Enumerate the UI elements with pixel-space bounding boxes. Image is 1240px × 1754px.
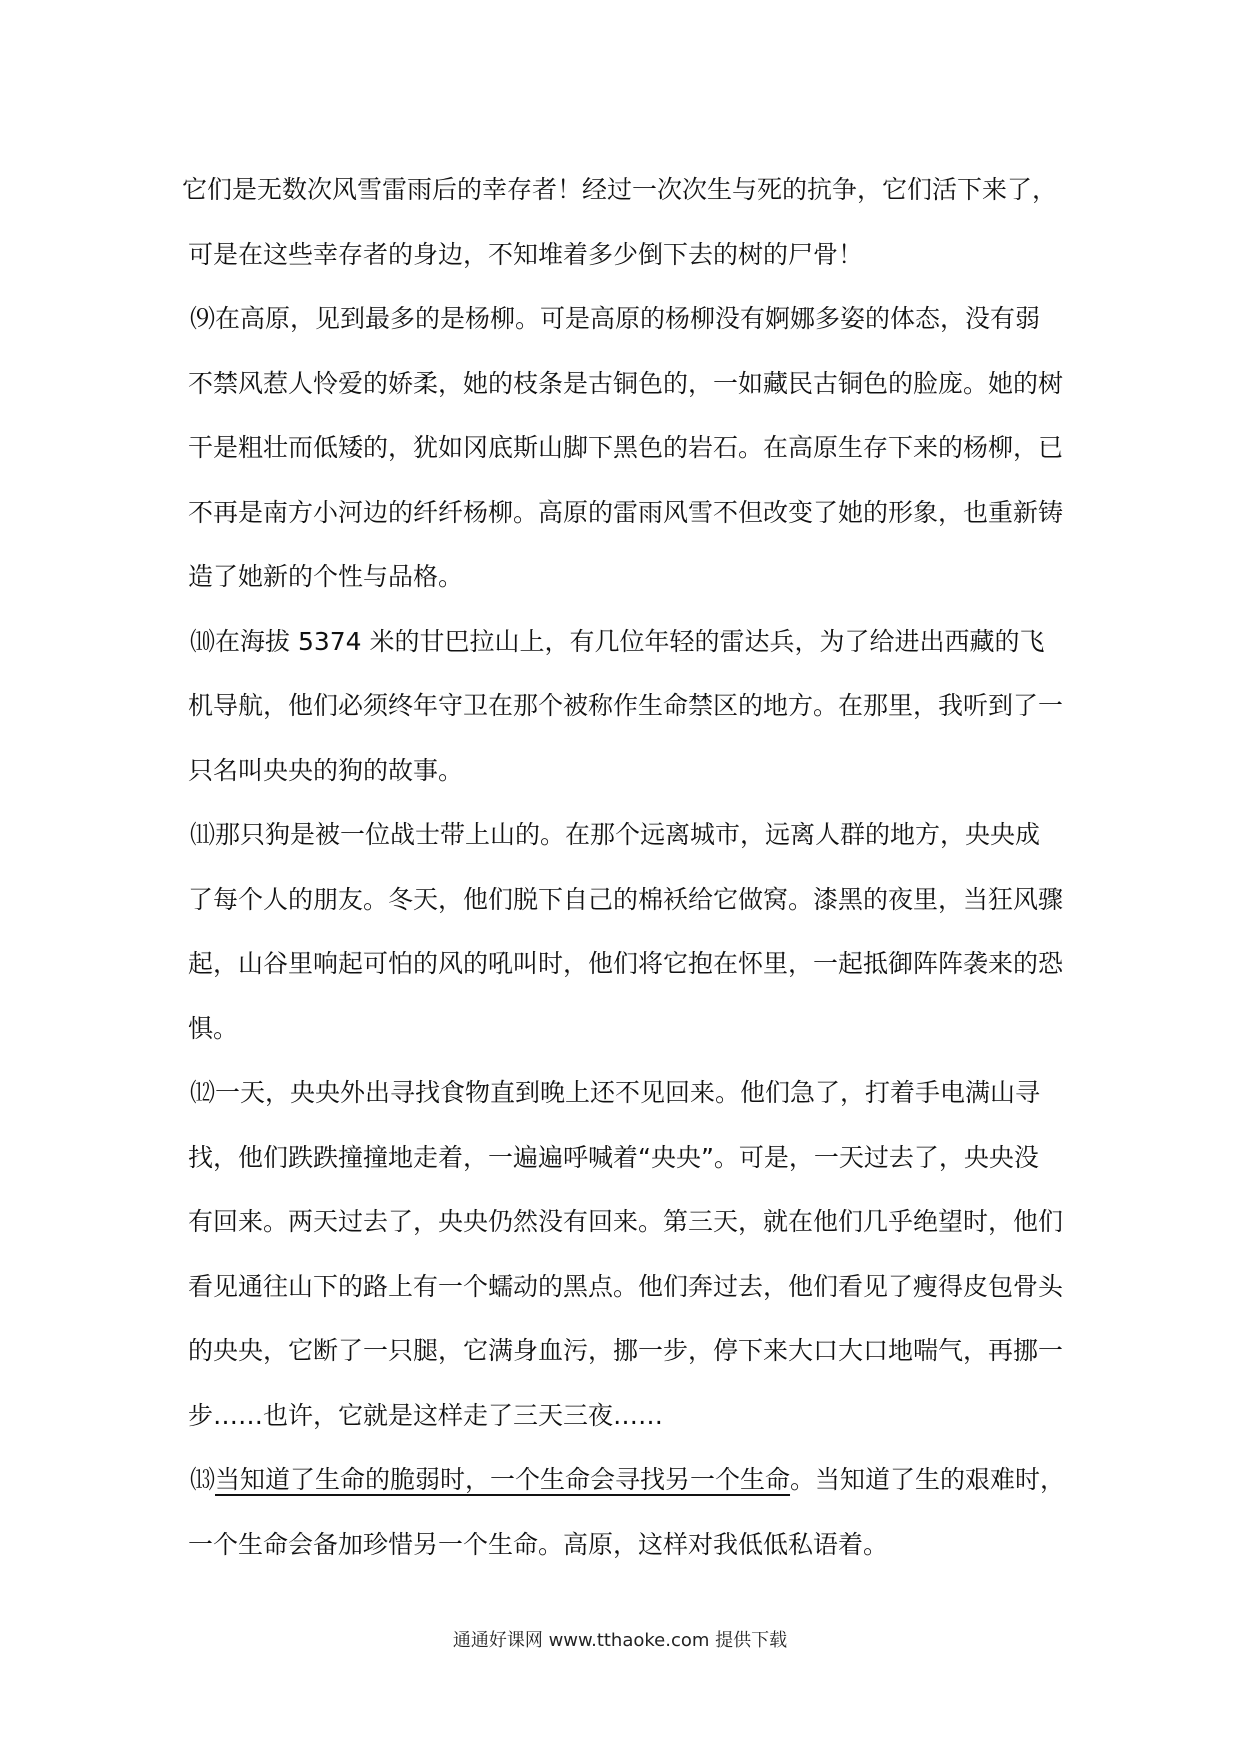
text-line: 不禁风惹人怜爱的娇柔，她的枝条是古铜色的，一如藏民古铜色的脸庞。她的树 <box>188 368 1064 398</box>
paragraph-marker: ⒀ <box>190 1465 216 1494</box>
text-line: 不再是南方小河边的纤纤杨柳。高原的雷雨风雪不但改变了她的形象，也重新铸 <box>188 497 1064 527</box>
text-line: 造了她新的个性与品格。 <box>188 562 464 591</box>
text-line: 它们是无数次风雪雷雨后的幸存者！经过一次次生与死的抗争，它们活下来了， <box>182 175 1058 204</box>
text-span: 。当知道了生的艰难时， <box>790 1465 1066 1494</box>
underlined-sentence: 当知道了生命的脆弱时，一个生命会寻找另一个生命 <box>215 1465 791 1494</box>
text-line: 有回来。两天过去了，央央仍然没有回来。第三天，就在他们几乎绝望时，他们 <box>188 1207 1064 1236</box>
text-line: 一个生命会备加珍惜另一个生命。高原，这样对我低低私语着。 <box>188 1529 889 1559</box>
text-line: 看见通往山下的路上有一个蠕动的黑点。他们奔过去，他们看见了瘦得皮包骨头 <box>188 1271 1064 1301</box>
text-line: 了每个人的朋友。冬天，他们脱下自己的棉袄给它做窝。漆黑的夜里，当狂风骤 <box>188 884 1064 914</box>
text-line: 只名叫央央的狗的故事。 <box>188 755 464 785</box>
text-line: 起，山谷里响起可怕的风的吼叫时，他们将它抱在怀里，一起抵御阵阵袭来的恐 <box>188 949 1064 978</box>
body-text <box>182 158 1068 1577</box>
text-line: 机导航，他们必须终年守卫在那个被称作生命禁区的地方。在那里，我听到了一 <box>188 691 1064 720</box>
paragraph-10-start: ⑽在海拔 5374 米的甘巴拉山上，有几位年轻的雷达兵，为了给进出西藏的飞 <box>190 626 1045 656</box>
page-footer: 通通好课网 www.tthaoke.com 提供下载 <box>452 1630 788 1651</box>
paragraph-9-start: ⑼在高原，见到最多的是杨柳。可是高原的杨柳没有婀娜多姿的体态，没有弱 <box>190 304 1041 333</box>
text-line: 惧。 <box>188 1013 239 1043</box>
paragraph-12-start: ⑿一天，央央外出寻找食物直到晚上还不见回来。他们急了，打着手电满山寻 <box>190 1078 1041 1107</box>
text-line: 的央央，它断了一只腿，它满身血污，挪一步，停下来大口大口地喘气，再挪一 <box>188 1336 1064 1365</box>
paragraph-11-start: ⑾那只狗是被一位战士带上山的。在那个远离城市，远离人群的地方，央央成 <box>190 820 1041 849</box>
text-line: 步……也许，它就是这样走了三天三夜…… <box>188 1400 664 1430</box>
text-line: 可是在这些幸存者的身边，不知堆着多少倒下去的树的尸骨！ <box>188 239 864 269</box>
text-line: 干是粗壮而低矮的，犹如冈底斯山脚下黑色的岩石。在高原生存下来的杨柳，已 <box>188 433 1064 462</box>
text-line: 找，他们跌跌撞撞地走着，一遍遍呼喊着“央央”。可是，一天过去了，央央没 <box>188 1142 1039 1172</box>
paragraph-13-start <box>188 1448 1068 1513</box>
